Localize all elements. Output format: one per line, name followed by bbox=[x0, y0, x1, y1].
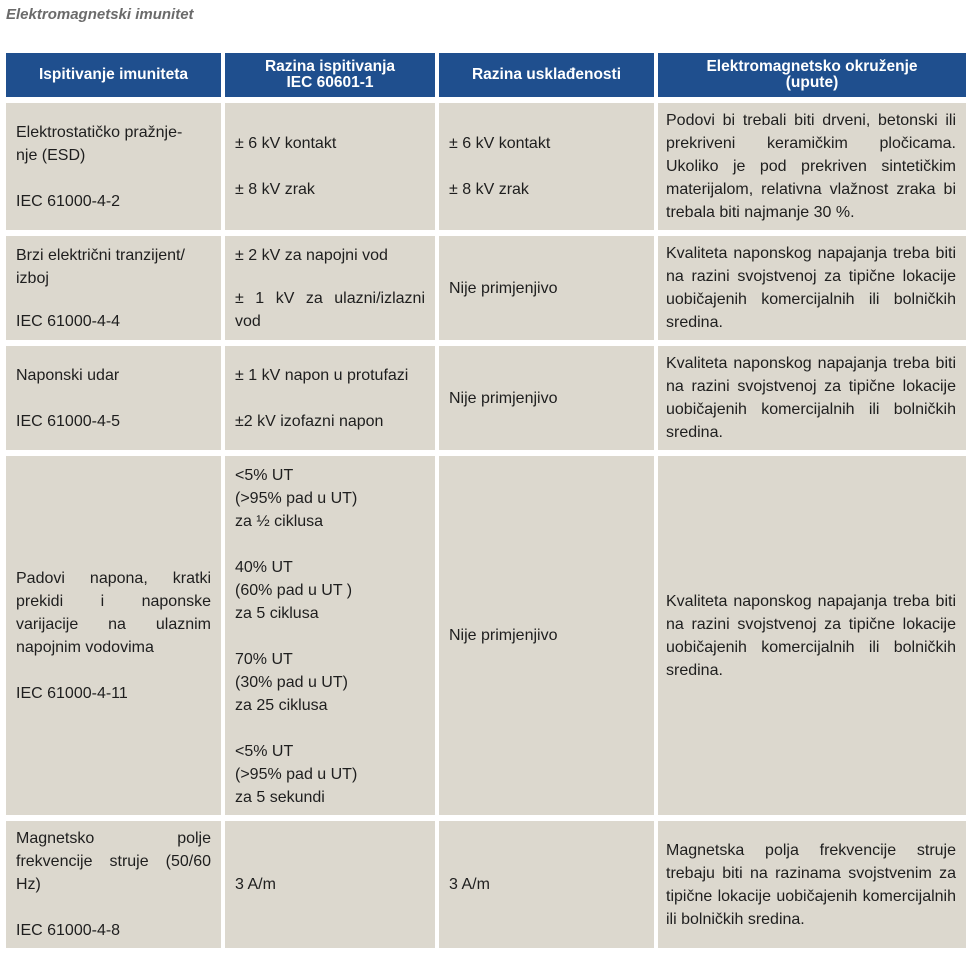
cell-compliance bbox=[439, 103, 654, 230]
cell-test bbox=[6, 236, 221, 340]
table-row-magnetic-field bbox=[6, 821, 966, 948]
test-name: Padovi napona, kratki prekidi i naponske varijacije na ulaznim napojnim vodovima bbox=[16, 569, 211, 656]
test-standard: IEC 61000-4-11 bbox=[16, 684, 128, 702]
table-row-eft bbox=[6, 236, 966, 340]
header-compliance-level: Razina usklađenosti bbox=[439, 53, 654, 97]
level-line: (>95% pad u UT) bbox=[235, 766, 358, 783]
cell-test bbox=[6, 821, 221, 948]
level-line: (30% pad u UT) bbox=[235, 674, 348, 691]
level-line: ± 6 kV kontakt bbox=[235, 135, 337, 152]
table-row-esd bbox=[6, 103, 966, 230]
cell-test-level bbox=[225, 236, 435, 340]
compliance-line: ± 8 kV zrak bbox=[449, 181, 529, 198]
cell-test bbox=[6, 456, 221, 815]
level-line: ± 1 kV za ulazni/izlazni vod bbox=[235, 289, 425, 330]
page-title: Elektromagnetski imunitet bbox=[6, 6, 194, 23]
header-test-level-line2: IEC 60601-1 bbox=[286, 74, 374, 91]
level-line: 70% UT bbox=[235, 651, 293, 668]
cell-guidance: Magnetska polja frekvencije struje trebaju biti na razinama svojstvenim za tipične lokacije uobičajenih komercijalnih ili bolničkih sredina. bbox=[658, 821, 966, 948]
cell-test bbox=[6, 103, 221, 230]
test-name-line: Brzi električni tranzijent/ bbox=[16, 246, 185, 264]
level-line: (>95% pad u UT) bbox=[235, 490, 358, 507]
level-line: za 5 sekundi bbox=[235, 789, 325, 806]
level-line: za 5 ciklusa bbox=[235, 605, 319, 622]
header-test-level-line1: Razina ispitivanja bbox=[264, 58, 396, 75]
test-name-line: izboj bbox=[16, 269, 49, 287]
table-row-surge bbox=[6, 346, 966, 450]
level-line: <5% UT bbox=[235, 743, 294, 760]
test-standard: IEC 61000-4-5 bbox=[16, 412, 121, 430]
level-line: (60% pad u UT ) bbox=[235, 582, 353, 599]
cell-test bbox=[6, 346, 221, 450]
compliance-line: ± 6 kV kontakt bbox=[449, 135, 551, 152]
header-immunity-test: Ispitivanje imuniteta bbox=[6, 53, 221, 97]
table-row-voltage-dips bbox=[6, 456, 966, 815]
test-standard: IEC 61000-4-4 bbox=[16, 312, 121, 330]
header-em-environment bbox=[658, 53, 966, 97]
cell-compliance: Nije primjenjivo bbox=[439, 456, 654, 815]
level-line: za ½ ciklusa bbox=[235, 513, 324, 530]
cell-guidance: Kvaliteta naponskog napajanja treba biti na razini svojstvenoj za tipične lokacije uobičajenih komercijalnih ili bolničkih sredina. bbox=[658, 346, 966, 450]
cell-compliance: Nije primjenjivo bbox=[439, 236, 654, 340]
cell-test-level bbox=[225, 103, 435, 230]
level-line: za 25 ciklusa bbox=[235, 697, 328, 714]
level-line: ± 1 kV napon u protufazi bbox=[235, 366, 409, 384]
test-standard: IEC 61000-4-2 bbox=[16, 192, 121, 210]
header-test-level bbox=[225, 53, 435, 97]
test-name-line: nje (ESD) bbox=[16, 146, 86, 164]
level-line: ± 2 kV za napojni vod bbox=[235, 246, 388, 264]
cell-compliance: Nije primjenjivo bbox=[439, 346, 654, 450]
cell-test-level bbox=[225, 456, 435, 815]
cell-guidance: Podovi bi trebali biti drveni, betonski ili prekriveni keramičkim pločicama. Ukoliko je pod prekriven sintetičkim materijalom, relativna vlažnost zraka bi trebala biti najmanje 30 %. bbox=[658, 103, 966, 230]
test-name: Magnetsko polje frekvencije struje (50/60 Hz) bbox=[16, 830, 211, 893]
cell-compliance: 3 A/m bbox=[439, 821, 654, 948]
cell-guidance: Kvaliteta naponskog napajanja treba biti na razini svojstvenoj za tipične lokacije uobičajenih komercijalnih ili bolničkih sredina. bbox=[658, 456, 966, 815]
test-standard: IEC 61000-4-8 bbox=[16, 922, 121, 939]
cell-test-level bbox=[225, 346, 435, 450]
test-name-line: Naponski udar bbox=[16, 366, 120, 384]
level-line: ±2 kV izofazni napon bbox=[235, 412, 384, 430]
header-em-environment-line1: Elektromagnetsko okruženje bbox=[706, 58, 918, 75]
level-line: <5% UT bbox=[235, 467, 294, 484]
immunity-table bbox=[2, 47, 970, 954]
header-em-environment-line2: (upute) bbox=[785, 74, 839, 91]
level-line: ± 8 kV zrak bbox=[235, 181, 315, 198]
test-name-line: Elektrostatičko pražnje- bbox=[16, 123, 183, 141]
cell-guidance: Kvaliteta naponskog napajanja treba biti na razini svojstvenoj za tipične lokacije uobičajenih komercijalnih ili bolničkih sredina. bbox=[658, 236, 966, 340]
table-header-row bbox=[6, 53, 966, 97]
cell-test-level: 3 A/m bbox=[225, 821, 435, 948]
level-line: 40% UT bbox=[235, 559, 293, 576]
